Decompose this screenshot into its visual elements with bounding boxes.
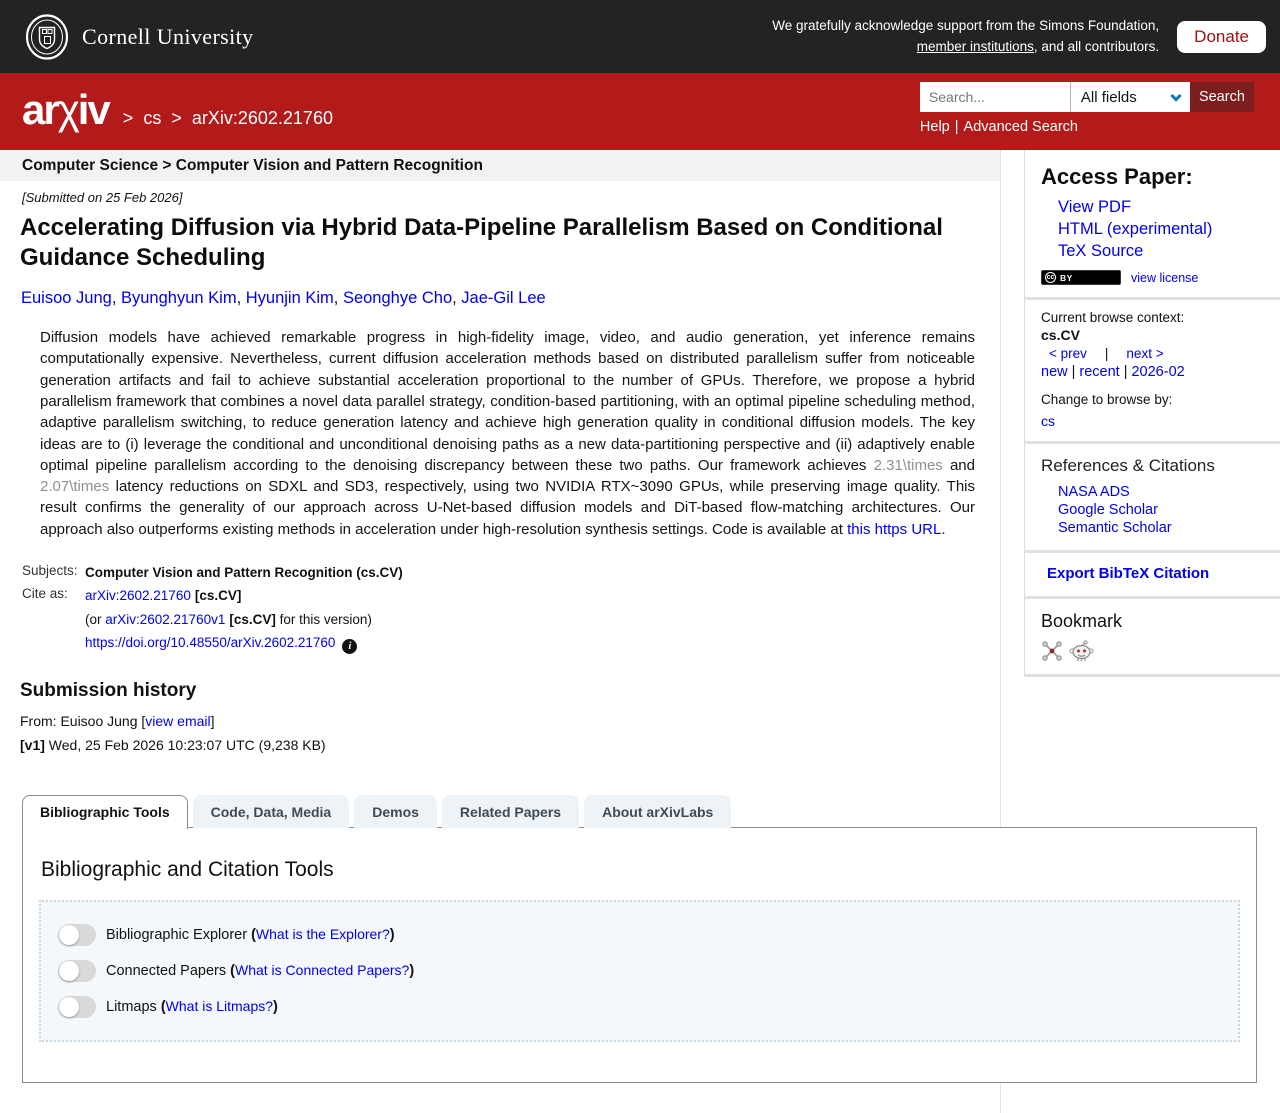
paper-metadata: [22, 563, 1000, 654]
primary-class-tag: [cs.CV]: [194, 588, 242, 604]
bibliographic-explorer-toggle[interactable]: [58, 924, 96, 946]
author-link[interactable]: Byunghyun Kim: [121, 289, 237, 308]
abstract-text: latency reductions on SDXL and SD3, respectively, using two NVIDIA RTX~3090 GPUs, while preserving image quality. This result confirms the generality of our approach across U-Net-based diffusion models and DiT-based flow-matching architectures. Our approach also outperforms existing methods in acceleration under high-resolution synthesis settings. Code is available at: [40, 478, 975, 538]
submission-date: [Submitted on 25 Feb 2026]: [22, 190, 183, 205]
latex-times-literal: 2.07\times: [40, 478, 110, 496]
search-scope-value: All fields: [1080, 88, 1137, 106]
labs-panel-heading: Bibliographic and Citation Tools: [41, 857, 334, 881]
abstract: [40, 327, 975, 540]
list-item: [1058, 242, 1264, 261]
doi-row: [22, 633, 1000, 654]
support-text-line1: We gratefully acknowledge support from the Simons Foundation,: [772, 18, 1160, 34]
references-citations-section: [1025, 444, 1280, 550]
google-scholar-link[interactable]: Google Scholar: [1058, 502, 1158, 518]
tool-label: Litmaps (What is Litmaps?): [106, 998, 278, 1016]
doi-label-spacer: [22, 633, 85, 654]
arxivlabs-section: [22, 795, 1257, 1083]
author-separator: ,: [111, 289, 121, 308]
version-timestamp: Wed, 25 Feb 2026 10:23:07 UTC (9,238 KB): [44, 736, 326, 753]
author-link[interactable]: Hyunjin Kim: [245, 289, 334, 308]
doi-link[interactable]: https://doi.org/10.48550/arXiv.2602.21760: [85, 634, 336, 650]
toggle-knob: [59, 925, 79, 945]
access-paper-section: [1025, 150, 1280, 297]
author-link[interactable]: Euisoo Jung: [21, 289, 112, 308]
paren-close: ): [389, 927, 395, 944]
nav-separator: |: [1123, 364, 1128, 380]
article-column: [0, 150, 1001, 1113]
references-links: [1058, 484, 1264, 536]
search-zone: [920, 82, 1265, 135]
abstract-text: Diffusion models have achieved remarkable progress in high-fidelity image, video, and audio generation, yet inference remains computationally expensive. Nevertheless, current diffusion acceleration methods based on distributed parallelism suffer from noticeable generation artifacts and fail to achieve substantial acceleration proportional to the number of GPUs. Therefore, we propose a hybrid parallelism framework that combines a novel data parallel strategy, condition-based partitioning, with an optimal pipeline scheduling method, adaptive parallelism switching, to reduce generation latency and achieve high generation quality in conditional diffusion models. The key ideas are to (i) leverage the conditional and unconditional denoising paths as a new data-partitioning perspective and (ii) adaptively enable optimal pipeline parallelism according to the denoising discrepancy between these two paths. Our framework achieves: [40, 329, 975, 474]
cornell-seal-icon: [24, 14, 70, 60]
tab-demos[interactable]: Demos: [354, 795, 437, 828]
what-is-explorer-link[interactable]: What is the Explorer?: [255, 926, 390, 943]
tab-related-papers[interactable]: Related Papers: [442, 795, 579, 828]
sidebar-divider: [1025, 674, 1280, 677]
export-bibtex-section: [1025, 553, 1280, 596]
toggle-knob: [59, 961, 79, 981]
subjects-label: Subjects:: [22, 563, 78, 578]
sidebar: [1024, 150, 1280, 677]
prev-link[interactable]: < prev: [1049, 346, 1087, 361]
paren-close: ): [409, 963, 415, 980]
nav-separator: |: [1071, 364, 1076, 380]
cc-icon: cc: [1046, 274, 1055, 281]
arxiv-logo-chi: χ: [57, 86, 78, 133]
connected-papers-row: [58, 960, 1238, 982]
breadcrumb-paper-id[interactable]: arXiv:2602.21760: [191, 108, 333, 128]
abstract-text: and: [942, 456, 975, 474]
connected-papers-toggle[interactable]: [58, 960, 96, 982]
donate-button[interactable]: Donate: [1177, 21, 1266, 53]
what-is-litmaps-link[interactable]: What is Litmaps?: [165, 998, 274, 1015]
list-item: [1058, 198, 1264, 217]
subjects-value: Computer Vision and Pattern Recognition (cs.CV): [85, 565, 403, 580]
author-link[interactable]: Jae-Gil Lee: [461, 289, 546, 308]
search-bar: [920, 82, 1265, 112]
tex-source-link[interactable]: TeX Source: [1058, 242, 1144, 260]
tab-code-data-media[interactable]: Code, Data, Media: [193, 795, 350, 828]
browse-context-value: cs.CV: [1041, 327, 1080, 343]
labs-panel: [22, 827, 1257, 1083]
tool-label: Connected Papers (What is Connected Papers?): [106, 962, 415, 980]
arxiv-breadcrumb: [22, 86, 333, 133]
help-separator: |: [954, 119, 959, 135]
what-is-connected-papers-link[interactable]: What is Connected Papers?: [234, 962, 410, 979]
support-text-line2: , and all contributors.: [1033, 38, 1160, 54]
author-separator: ,: [236, 289, 246, 308]
tab-bibliographic-tools[interactable]: Bibliographic Tools: [22, 795, 188, 829]
paren-open: (: [251, 927, 256, 944]
search-button[interactable]: Search: [1190, 82, 1254, 112]
subject-breadcrumb[interactable]: Computer Science > Computer Vision and Pattern Recognition: [0, 150, 1000, 181]
bookmark-section: [1025, 599, 1280, 674]
version-prefix: (or: [85, 611, 106, 627]
browse-context-label: Current browse context:: [1041, 310, 1185, 325]
paper-title: Accelerating Diffusion via Hybrid Data-Pipeline Parallelism Based on Conditional Guidance Scheduling: [20, 214, 943, 271]
code-url-link[interactable]: this https URL: [847, 520, 942, 538]
listing-nav: [1041, 364, 1264, 380]
new-link[interactable]: new: [1041, 364, 1068, 380]
nav-separator: |: [1104, 346, 1109, 361]
search-input[interactable]: [920, 82, 1070, 112]
litmaps-toggle[interactable]: [58, 996, 96, 1018]
bibsonomy-icon[interactable]: [1041, 640, 1063, 662]
cc-by-label: BY: [1060, 272, 1073, 283]
prev-next-nav: [1041, 346, 1264, 361]
paren-open: (: [230, 963, 235, 980]
list-item: [1058, 502, 1264, 518]
cite-as-label: Cite as:: [22, 586, 68, 602]
litmaps-row: [58, 996, 1238, 1018]
author-separator: ,: [452, 289, 462, 308]
breadcrumb-separator: >: [171, 108, 182, 128]
list-item: [1058, 520, 1264, 536]
bibliographic-explorer-row: [58, 924, 1238, 946]
site-header: [0, 0, 1280, 73]
cornell-university-link[interactable]: [24, 14, 254, 60]
subjects-row: [22, 563, 1000, 583]
submitter-text: From: Euisoo Jung [: [20, 712, 146, 729]
author-separator: ,: [333, 289, 343, 308]
version-label-spacer: [22, 610, 85, 630]
list-item: [1058, 220, 1264, 239]
license-row: [1041, 270, 1264, 285]
month-link[interactable]: 2026-02: [1131, 364, 1185, 380]
info-icon[interactable]: i: [342, 639, 357, 654]
tool-label: Bibliographic Explorer (What is the Explorer?): [106, 926, 395, 944]
help-link[interactable]: Help: [919, 119, 950, 135]
view-pdf-link[interactable]: View PDF: [1058, 198, 1132, 216]
version-row: [22, 610, 1000, 630]
access-links: [1058, 198, 1264, 261]
tab-about-arxivlabs[interactable]: About arXivLabs: [584, 795, 731, 828]
recent-link[interactable]: recent: [1079, 364, 1120, 380]
cornell-university-label: Cornell University: [82, 23, 254, 49]
labs-tools-box: [39, 900, 1240, 1042]
member-institutions-link[interactable]: member institutions: [916, 38, 1034, 54]
submission-history-heading: Submission history: [20, 679, 197, 701]
next-link[interactable]: next >: [1126, 346, 1164, 361]
submitter-line: [20, 713, 1000, 729]
support-acknowledgement: [772, 16, 1159, 57]
browse-cs-link[interactable]: cs: [1041, 413, 1055, 429]
primary-class-tag: [cs.CV]: [229, 611, 276, 627]
arxiv-version-link[interactable]: arXiv:2602.21760v1: [105, 611, 226, 627]
paren-open: (: [160, 999, 166, 1016]
change-browse-label: Change to browse by:: [1041, 392, 1173, 407]
semantic-scholar-link[interactable]: Semantic Scholar: [1058, 520, 1172, 536]
references-citations-heading: References & Citations: [1041, 456, 1215, 475]
list-item: [1058, 484, 1264, 500]
arxiv-logo[interactable]: arχiv: [22, 86, 109, 133]
abstract-text: .: [941, 520, 946, 538]
version-suffix: for this version): [275, 611, 372, 627]
toggle-knob: [59, 997, 79, 1017]
cc-by-license-badge[interactable]: [1041, 270, 1121, 285]
chevron-down-icon: [1170, 90, 1181, 101]
breadcrumb: [118, 108, 333, 129]
bookmark-icons: [1041, 640, 1264, 662]
search-scope-select[interactable]: [1070, 82, 1190, 112]
advanced-search-link[interactable]: Advanced Search: [963, 119, 1078, 135]
content-area: [0, 150, 1280, 1113]
bookmark-heading: Bookmark: [1041, 611, 1123, 631]
submitter-text-close: ]: [210, 712, 215, 729]
breadcrumb-separator: >: [122, 108, 134, 128]
view-license-link[interactable]: view license: [1131, 270, 1199, 285]
access-paper-heading: Access Paper:: [1041, 164, 1193, 189]
latex-times-literal: 2.31\times: [873, 456, 943, 474]
nasa-ads-link[interactable]: NASA ADS: [1058, 484, 1130, 500]
arxiv-banner: [0, 73, 1280, 150]
author-link[interactable]: Seonghye Cho: [342, 289, 453, 308]
breadcrumb-cs-link[interactable]: cs: [143, 108, 162, 128]
reddit-icon[interactable]: [1069, 640, 1094, 662]
search-help-links: [920, 119, 1078, 135]
html-experimental-link[interactable]: HTML (experimental): [1058, 220, 1213, 238]
paren-close: ): [273, 999, 278, 1016]
export-bibtex-link[interactable]: Export BibTeX Citation: [1047, 565, 1210, 582]
labs-tab-bar: [22, 795, 1257, 828]
cite-as-row: [22, 586, 1000, 606]
version-tag: [v1]: [20, 736, 45, 753]
browse-context-section: [1025, 300, 1280, 441]
view-email-link[interactable]: view email: [145, 712, 211, 729]
author-list: [21, 289, 1000, 308]
version-history-line: [20, 737, 1000, 753]
arxiv-id-link[interactable]: arXiv:2602.21760: [85, 588, 191, 604]
